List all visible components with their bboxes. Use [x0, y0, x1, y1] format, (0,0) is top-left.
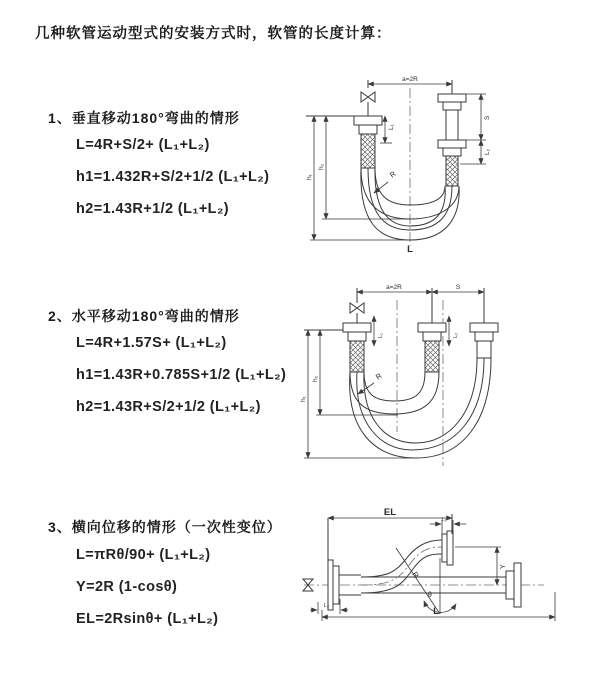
radius-label: R [387, 169, 398, 180]
dim-l-label: L [407, 244, 413, 254]
dim-l1-label: L₁ [378, 333, 384, 338]
diagram-horizontal-180-bend [298, 280, 596, 472]
diagram-vertical-180-bend [300, 72, 592, 254]
dim-s-label: S [484, 115, 491, 120]
valve-icon [361, 92, 375, 102]
dim-h1-label: h₁ [300, 396, 307, 402]
dim-l-label: L [433, 606, 439, 617]
dim-l2-label: L₂ [484, 148, 491, 155]
dim-a2r-label: a=2R [402, 76, 418, 83]
dim-h2-label: h₂ [312, 375, 319, 382]
dim-y-label: Y [500, 564, 507, 569]
dim-el-label: EL [383, 507, 397, 518]
dim-h1-label: h₁ [306, 174, 313, 180]
dim-l1-label: L₁ [441, 517, 447, 523]
dim-l2-label: L₂ [324, 603, 330, 609]
section-2-heading: 2、水平移动180°弯曲的情形 [48, 308, 240, 324]
formula-line: h2=1.43R+1/2 (L₁+L₂) [76, 201, 230, 217]
dim-l1-label: L₁ [388, 124, 395, 130]
dim-a2r-label: a=2R [386, 284, 402, 291]
braided-hose-section [350, 341, 364, 372]
diagram-lateral-displacement [300, 504, 598, 672]
dim-h2-label: h₂ [318, 163, 325, 170]
formula-line: L=4R+S/2+ (L₁+L₂) [76, 137, 210, 153]
valve-icon [350, 303, 364, 313]
hose-u-bend [350, 358, 491, 458]
formula-line: h1=1.432R+S/2+1/2 (L₁+L₂) [76, 169, 270, 185]
dim-s-label: S [455, 284, 461, 291]
dim-l2-label: L₂ [453, 332, 459, 338]
angle-theta-label: θ [428, 592, 432, 599]
formula-line: Y=2R (1-cosθ) [76, 579, 178, 595]
formula-line: L=4R+1.57S+ (L₁+L₂) [76, 335, 227, 351]
radius-label: R [373, 371, 384, 382]
formula-line: L=πRθ/90+ (L₁+L₂) [76, 547, 211, 563]
page-title: 几种软管运动型式的安装方式时，软管的长度计算： [35, 26, 392, 42]
section-3-heading: 3、横向位移的情形（一次性变位） [48, 519, 282, 535]
braided-hose-section [425, 341, 439, 372]
section-1-heading: 1、垂直移动180°弯曲的情形 [48, 110, 240, 126]
formula-line: h1=1.43R+0.785S+1/2 (L₁+L₂) [76, 367, 287, 383]
formula-line: h2=1.43R+S/2+1/2 (L₁+L₂) [76, 399, 261, 415]
braided-hose-section [361, 134, 375, 168]
radius-label: R [410, 570, 421, 580]
braided-hose-section [446, 156, 458, 186]
formula-line: EL=2Rsinθ+ (L₁+L₂) [76, 611, 219, 627]
